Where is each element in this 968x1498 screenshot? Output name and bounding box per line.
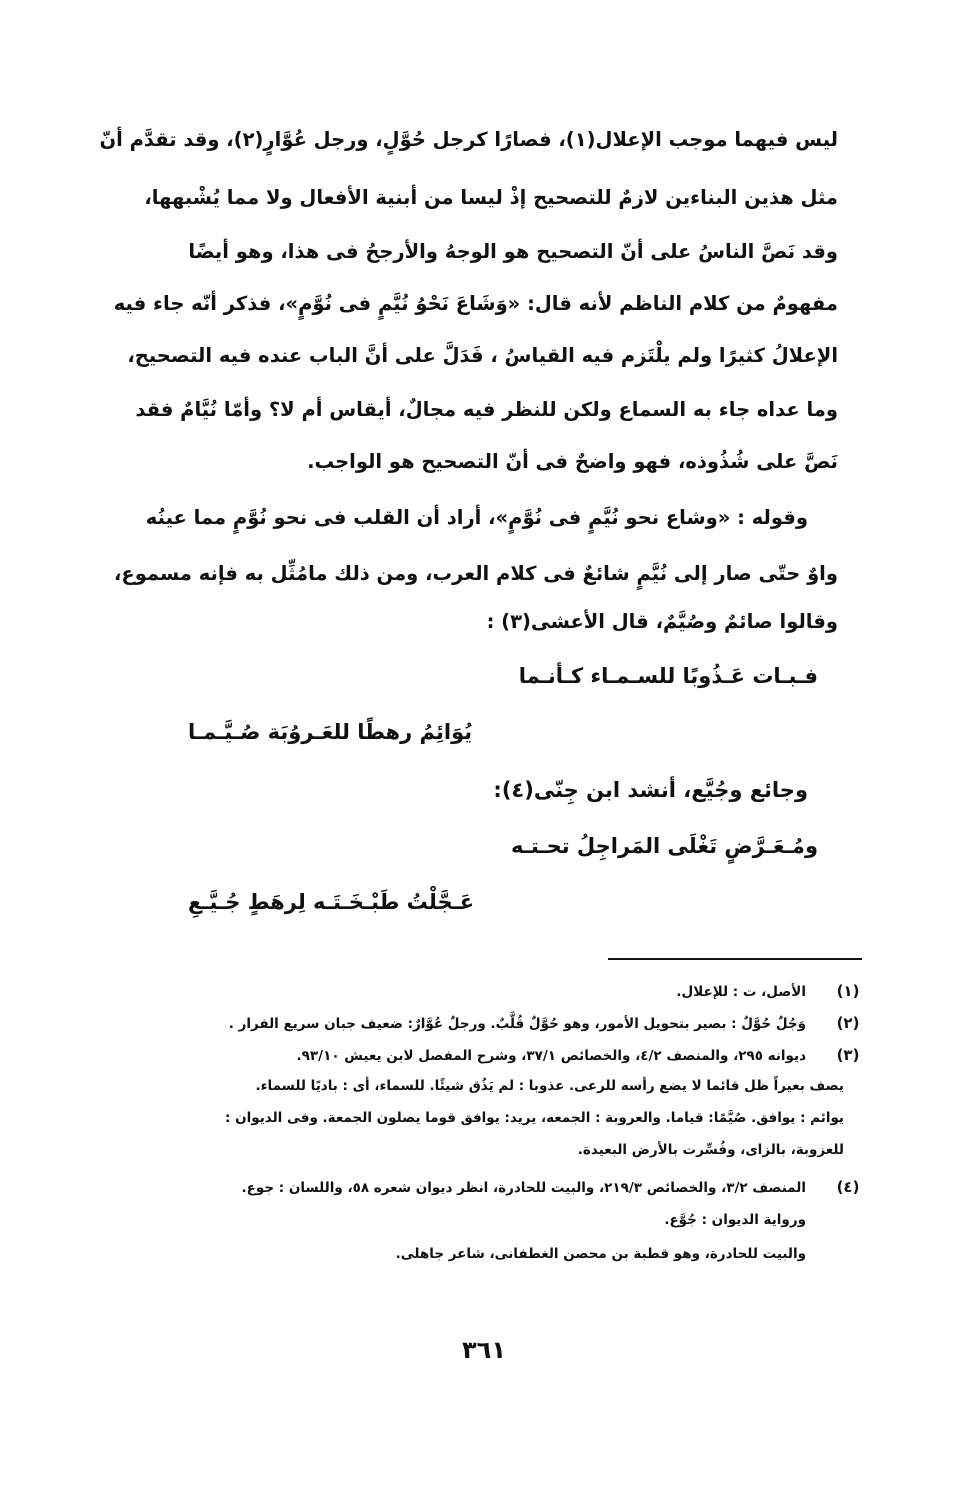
footnote-separator xyxy=(608,958,862,960)
body-line-2: مثل هذين البناءين لازمٌ للتصحيح إذْ ليسا من أبنية الأفعال ولا مما يُشْبهها، xyxy=(144,186,838,209)
body-line-1: ليس فيهما موجب الإعلال(١)، فصارًا كرجل حُوَّلٍ، ورجل عُوَّارٍ(٢)، وقد تقدَّم أنّ xyxy=(99,128,838,151)
page-number: ٣٦١ xyxy=(462,1336,506,1364)
verse-2-intro: وجائع وجُيَّع، أنشد ابن جِنّى(٤): xyxy=(493,778,808,802)
verse-2-hemistich-1: ومُـعَـرَّضٍ تَغْلَى المَراجِلُ تحـتـه xyxy=(510,834,818,858)
footnote-4-line-3: والبيت للحادرة، وهو قطبة بن محصن الغطفانى، شاعر جاهلى. xyxy=(395,1246,806,1262)
footnote-3-line-1: ديوانه ٢٩٥، والمنصف ٤/٢، والخصائص ٣٧/١، وشرح المفصل لابن يعيش ٩٣/١٠. xyxy=(296,1048,806,1064)
footnote-4-number: (٤) xyxy=(836,1178,860,1196)
body-line-7: نَصَّ على شُذُوذه، فهو واضحٌ فى أنّ التصحيح هو الواجب. xyxy=(307,450,838,473)
body-line-9: واوٌ حتّى صار إلى نُيَّمٍ شائعٌ فى كلام العرب، ومن ذلك مامُثِّل به فإنه مسموع، xyxy=(113,562,838,585)
footnote-3-line-2: يصف بعيراً ظل قائما لا يضع رأسه للرعى. عذوبا : لم يَذُق شيئًا. للسماء، أى : باديًا للسماء. xyxy=(255,1078,844,1094)
body-line-10: وقالوا صائمٌ وصُيَّمٌ، قال الأعشى(٣) : xyxy=(486,610,838,633)
body-line-6: وما عداه جاء به السماع ولكن للنظر فيه مجالٌ، أيقاس أم لا؟ وأمّا نُيَّامٌ فقد xyxy=(135,398,838,421)
verse-1-hemistich-2: يُوَائِمُ رهطًا للعَـروُبَة صُـيَّـمـا xyxy=(188,720,473,744)
footnote-2-number: (٢) xyxy=(836,1014,860,1032)
body-line-8: وقوله : «وشاع نحو نُيَّمٍ فى نُوَّمٍ»، أراد أن القلب فى نحو نُوَّمٍ مما عينُه xyxy=(145,506,808,529)
footnote-3-line-4: للعزوبة، بالزاى، وفُسِّرت بالأرض البعيدة. xyxy=(577,1142,844,1158)
footnote-1-number: (١) xyxy=(836,982,860,1000)
footnote-3-number: (٣) xyxy=(836,1046,860,1064)
footnote-4-line-1: المنصف ٣/٢، والخصائص ٢١٩/٣، والبيت للحادرة، انظر ديوان شعره ٥٨، واللسان : جوع. xyxy=(241,1180,806,1196)
verse-2-hemistich-2: عَـجَّلْتُ طَبْـخَـتَـه لِرهَطٍ جُـيَّـعِ xyxy=(188,890,475,914)
verse-1-hemistich-1: فـبـات عَـذُوبًا للسـمـاء كـأنـما xyxy=(518,664,818,688)
body-line-4: مفهومٌ من كلام الناظم لأنه قال: «وَشَاعَ نَحْوُ نُيَّمٍ فى نُوَّمٍ»، فذكر أنّه جاء فيه xyxy=(113,292,838,315)
footnote-4-line-2: ورواية الديوان : جُوَّع. xyxy=(664,1212,806,1228)
body-line-3: وقد نَصَّ الناسُ على أنّ التصحيح هو الوجهُ والأرجحُ فى هذا، وهو أيضًا xyxy=(188,240,838,263)
footnote-2-line-1: وَجُلٌ حُوَّلٌ : بصير بتحويل الأمور، وهو حُوَّلٌ قُلَّبٌ. ورجلٌ عُوَّارٌ: ضعيف جبان سريع الفرار . xyxy=(228,1016,806,1032)
body-line-5: الإعلالُ كثيرًا ولم يلْتَزم فيه القياسُ ، فَدَلَّ على أنَّ الباب عنده فيه التصحيح، xyxy=(127,344,838,367)
footnote-1-line-1: الأصل، ت : للإعلال. xyxy=(676,984,806,1000)
footnote-3-line-3: يوائم : يوافق. صُيَّمًا: قياما. والعروبة : الجمعه، يريد: يوافق قوما يصلون الجمعة. وفى الديوان : xyxy=(224,1110,844,1126)
